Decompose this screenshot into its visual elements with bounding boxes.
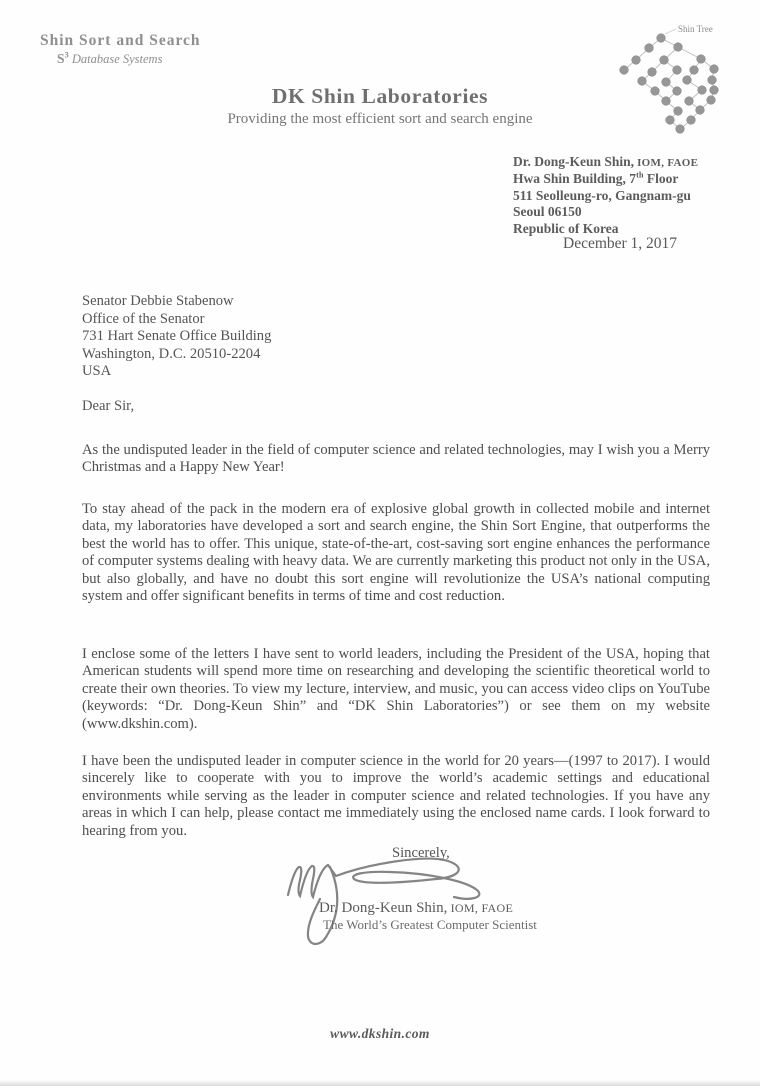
shin-tree-label: Shin Tree (678, 24, 713, 34)
scan-edge-shadow (0, 1080, 760, 1086)
body-paragraph-3: I enclose some of the letters I have sent to world leaders, including the President of the USA, hoping that American students will spend more time on researching and developing the scientific theoretical world to create their own theories. To view my lecture, interview, and music, you can access video clips on YouTube (keywords: “Dr. Dong-Keun Shin” and “DK Shin Laboratories”) or see them on my website (www.dkshin.com). (82, 645, 710, 732)
recipient-line: 731 Hart Senate Office Building (82, 328, 272, 344)
brand-title: Shin Sort and Search (40, 32, 201, 49)
brand-block (40, 32, 201, 67)
sender-addr-line2: 511 Seolleung-ro, Gangnam-gu (513, 187, 691, 203)
closing: Sincerely, (392, 845, 450, 861)
sender-addr-line3: Seoul 06150 (513, 204, 582, 220)
recipient-line: Washington, D.C. 20510-2204 (82, 345, 261, 362)
sender-address (513, 154, 698, 237)
brand-subtitle: $S^3$ Database Systems (57, 50, 163, 66)
company-name: DK Shin Laboratories (271, 84, 489, 108)
recipient-address (82, 293, 271, 381)
signature-tagline: The World’s Greatest Computer Scientist (323, 917, 537, 932)
sender-name: Dr. Dong-Keun Shin, IOM, FAOE (513, 154, 699, 169)
body-paragraph-4: I have been the undisputed leader in computer science in the world for 20 years—(1997 to 2017). I would sincerely like to cooperate with you to improve the world’s academic settings and educational environments while serving as the leader in computer science and related technologies. If you have any areas in which I can help, please contact me immediately using the enclosed name cards. I look forward to hearing from you. (82, 752, 710, 839)
company-tagline: Providing the most efficient sort and search engine (227, 111, 533, 127)
brand-s3: $S^3$ (57, 50, 69, 66)
recipient-line: Office of the Senator (82, 310, 205, 327)
letter-date: December 1, 2017 (563, 235, 678, 252)
signature-credentials: IOM, FAOE (447, 901, 514, 915)
recipient-line: USA (82, 363, 112, 379)
sender-addr-line4: Republic of Korea (513, 220, 619, 236)
salutation: Dear Sir, (82, 398, 135, 414)
body-paragraph-2: To stay ahead of the pack in the modern era of explosive global growth in collected mobile and internet data, my laboratories have developed a sort and search engine, the Shin Sort Engine, that outperforms the best the world has to offer. This unique, state-of-the-art, cost-saving sort engine enhances the performance of computer systems dealing with heavy data. We are currently marketing this product not only in the USA, but also globally, and have no doubt this sort engine will revolutionize the USA’s national computing system and offer significant benefits in terms of time and cost reduction. (82, 500, 710, 605)
body-paragraph-1: As the undisputed leader in the field of computer science and related technologies, may I wish you a Merry Christmas and a Happy New Year! (82, 441, 710, 476)
footer-url: www.dkshin.com (330, 1026, 430, 1041)
sender-credentials: IOM, FAOE (634, 157, 699, 169)
recipient-line: Senator Debbie Stabenow (82, 293, 234, 309)
signature-name: Dr. Dong-Keun Shin, IOM, FAOE (319, 900, 514, 916)
sender-addr-line1: Hwa Shin Building, 7th Floor (513, 170, 679, 187)
masthead (0, 84, 760, 128)
